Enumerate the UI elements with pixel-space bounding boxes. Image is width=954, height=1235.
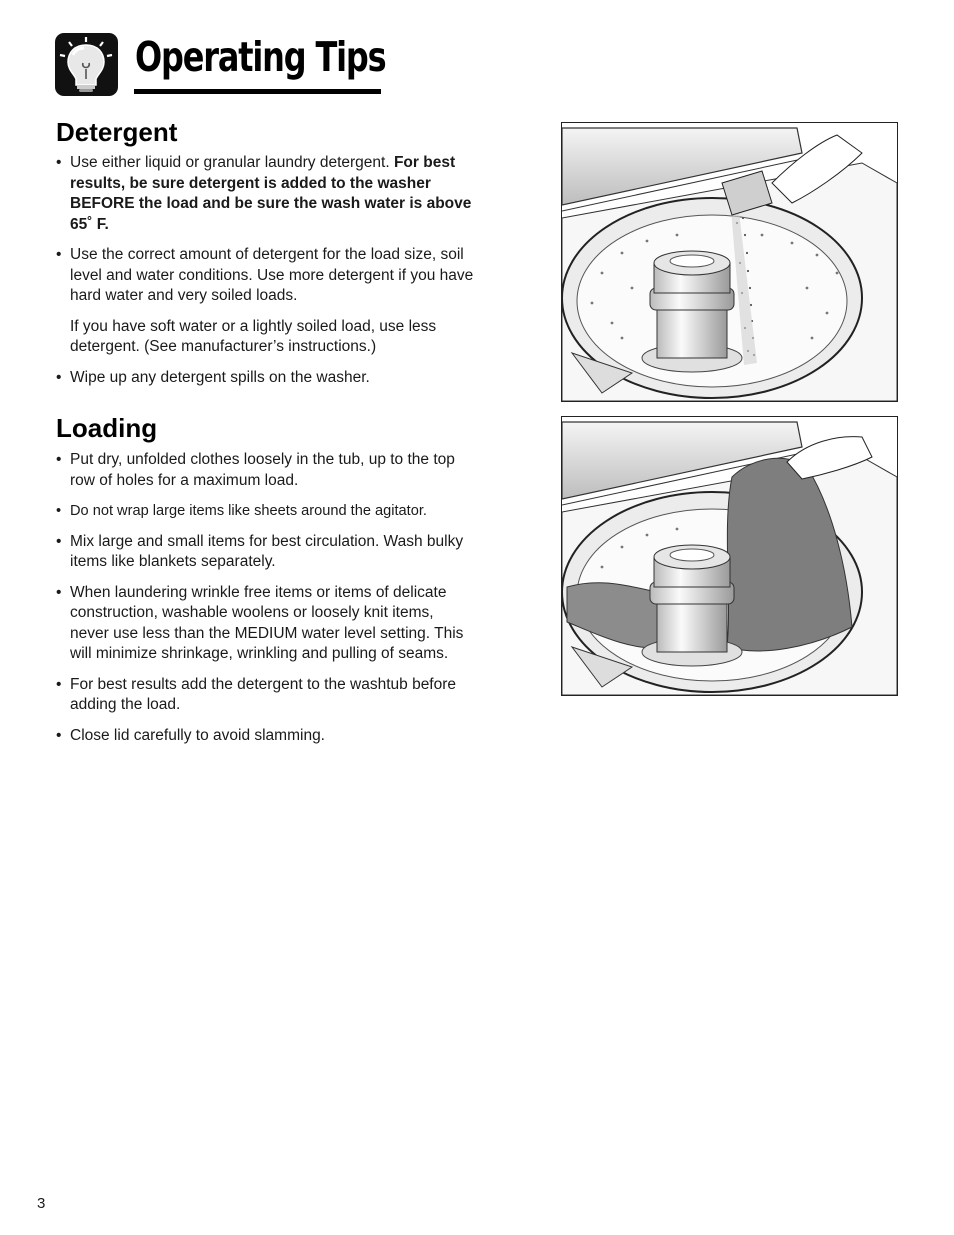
list-item: • When laundering wrinkle free items or items of delicate construction, washable woolens or loosely knit items, never use less than the MEDIUM water level setting. This will minimize shrinkage, wrinkling and pulling of seams. <box>56 583 476 665</box>
detergent-list <box>56 153 476 398</box>
page-title: Operating Tips <box>135 33 386 81</box>
title-underline <box>134 89 381 94</box>
loading-list <box>56 450 476 756</box>
page-number: 3 <box>37 1195 46 1212</box>
loading-heading: Loading <box>56 413 158 443</box>
list-item: • Mix large and small items for best circulation. Wash bulky items like blankets separately. <box>56 532 476 573</box>
loading-illustration <box>561 416 898 696</box>
list-item: • Put dry, unfolded clothes loosely in the tub, up to the top row of holes for a maximum load. <box>56 450 476 491</box>
list-item: • Use the correct amount of detergent for the load size, soil level and water conditions. Use more detergent if you have hard water and very soiled loads. <box>56 245 476 307</box>
list-item: • For best results add the detergent to the washtub before adding the load. <box>56 675 476 716</box>
detergent-illustration <box>561 122 898 402</box>
lightbulb-icon <box>55 33 118 96</box>
note-paragraph: If you have soft water or a lightly soiled load, use less detergent. (See manufacturer’s instructions.) <box>70 317 437 355</box>
bold-instruction: For best results, be sure detergent is added to the washer BEFORE the load and be sure the wash water is above 65˚ F. <box>70 154 472 233</box>
list-item: • Close lid carefully to avoid slamming. <box>56 726 476 747</box>
list-item: • Do not wrap large items like sheets around the agitator. <box>56 501 476 522</box>
list-item: • Wipe up any detergent spills on the washer. <box>56 368 476 389</box>
detergent-heading: Detergent <box>56 117 178 147</box>
list-item: • Use either liquid or granular laundry detergent. For best results, be sure detergent is added to the washer BEFORE the load and be sure the wash water is above 65˚ F. <box>56 153 476 235</box>
